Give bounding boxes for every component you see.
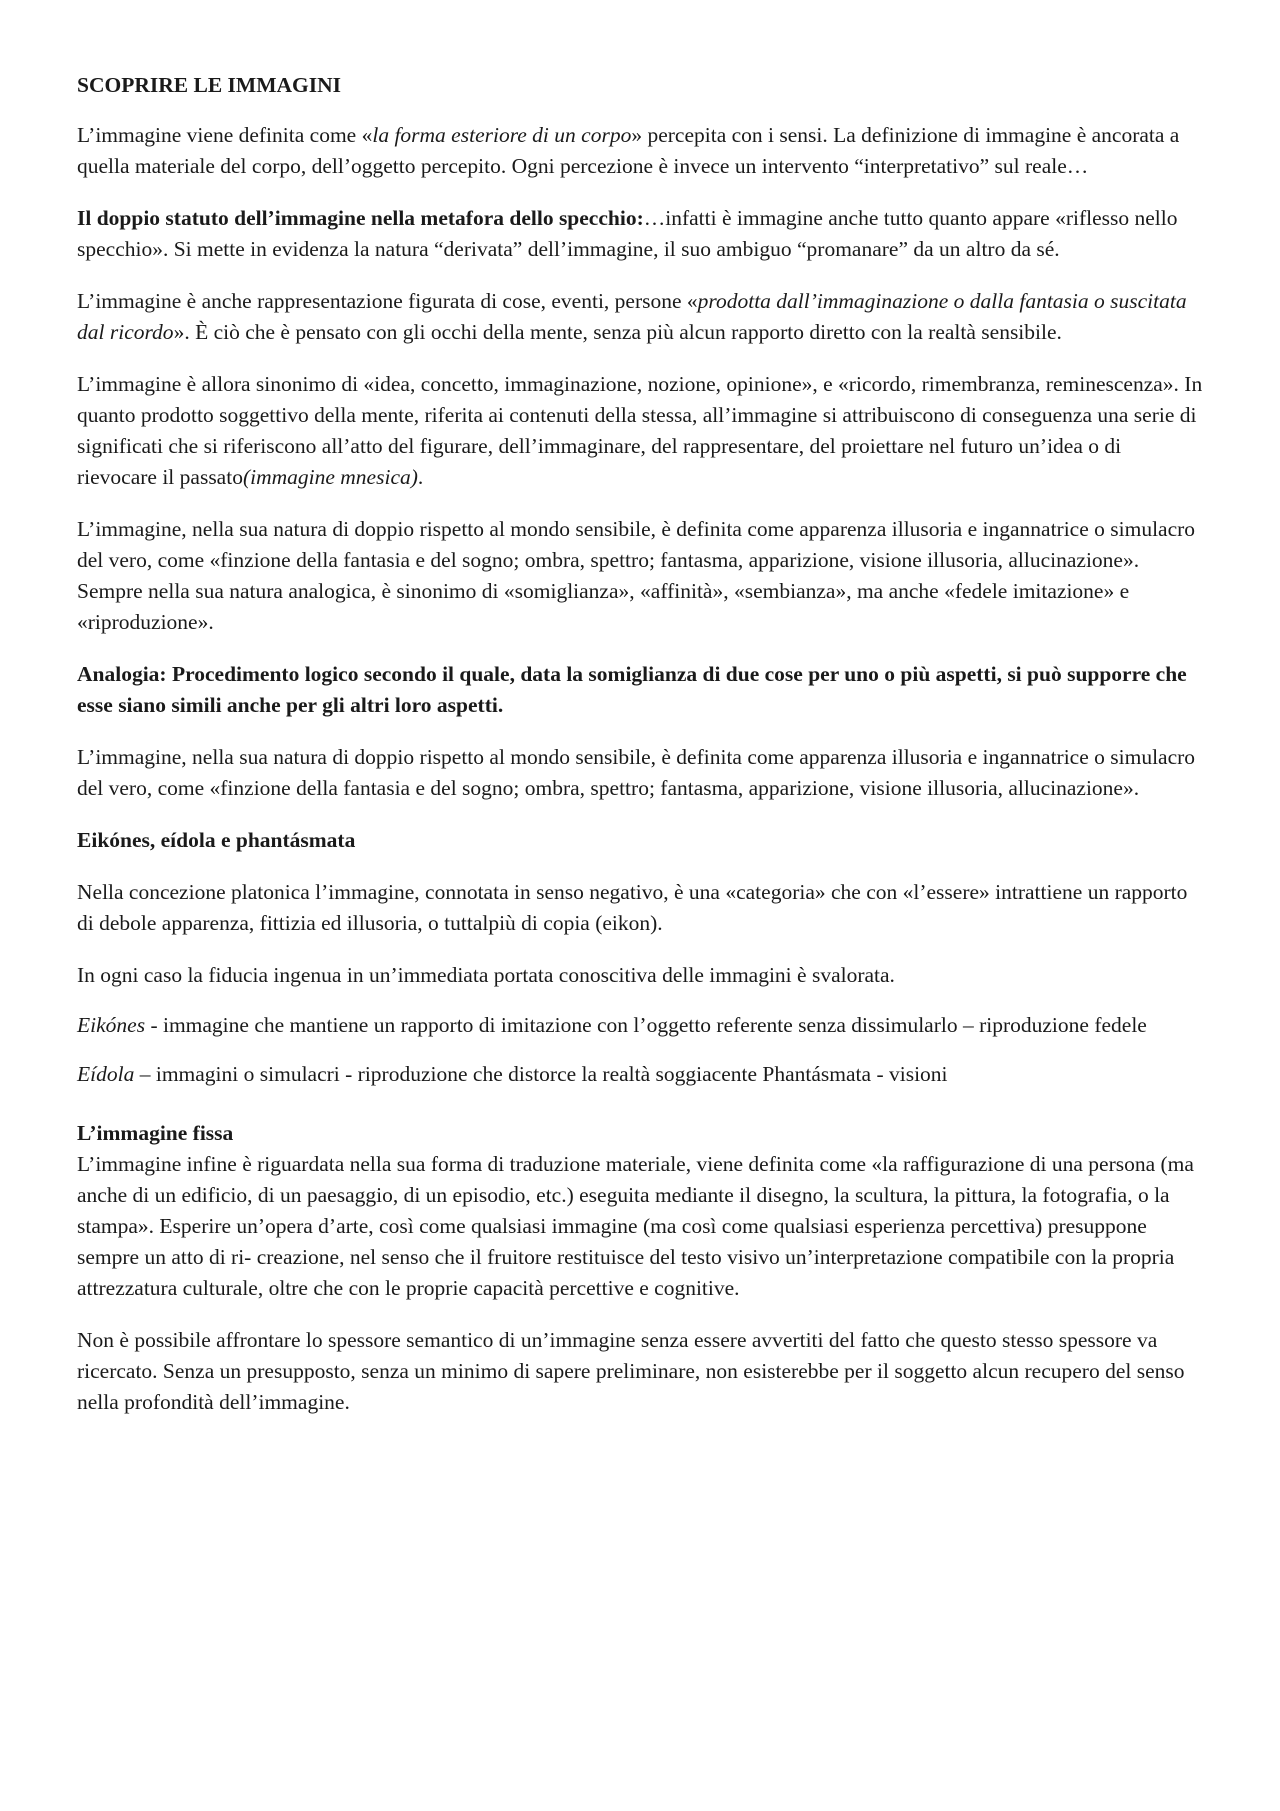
paragraph-eikones — [77, 1012, 1203, 1038]
bold-lead: Il doppio statuto dell’immagine nella metafora dello specchio: — [77, 206, 644, 230]
paragraph-mirror — [77, 203, 1203, 265]
term-eidola: Eídola — [77, 1062, 135, 1086]
paragraph-double-nature-repeat: L’immagine, nella sua natura di doppio rispetto al mondo sensibile, è definita come apparenza illusoria e ingannatrice o simulacro del vero, come «finzione della fantasia e del sogno; ombra, spettro; fantasma, apparizione, visione illusoria, allucinazione». — [77, 745, 1196, 800]
paragraph-double-nature: L’immagine, nella sua natura di doppio rispetto al mondo sensibile, è definita come apparenza illusoria e ingannatrice o simulacro del vero, come «finzione della fantasia e del sogno; ombra, spettro; fantasma, apparizione, visione illusoria, allucinazione». Sempre nella sua natura analogica, è sinonimo di «somiglianza», «affinità», «sembianza», ma anche «fedele imitazione» e «riproduzione». — [77, 517, 1196, 634]
document-page — [77, 70, 1203, 1439]
paragraph-text: - immagine che mantiene un rapporto di imitazione con l’oggetto referente senza dissimularlo – riproduzione fedele — [145, 1013, 1147, 1037]
paragraph-text: L’immagine viene definita come « — [77, 123, 373, 147]
paragraph-text: …infatti è immagine anche tutto quanto appare «riflesso nello specchio». Si mette in evidenza la natura “derivata” dell’immagine, il suo ambiguo “promanare” da un altro da sé. — [77, 206, 1178, 261]
italic-quote: prodotta dall’immaginazione o dalla fantasia o suscitata dal ricordo — [77, 289, 1187, 344]
paragraph-semantic-depth: Non è possibile affrontare lo spessore semantico di un’immagine senza essere avvertiti del fatto che questo stesso spessore va ricercato. Senza un presupposto, senza un minimo di sapere preliminare, non esisterebbe per il soggetto alcun recupero del senso nella profondità dell’immagine. — [77, 1328, 1185, 1414]
italic-quote: la forma esteriore di un corpo — [372, 123, 632, 147]
paragraph-text: » percepita con i sensi. La definizione di immagine è ancorata a quella materiale del corpo, dell’oggetto percepito. Ogni percezione è invece un intervento “interpretativo” sul reale… — [77, 123, 1180, 178]
paragraph-definition — [77, 120, 1203, 182]
italic-note: (immagine mnesica) — [242, 465, 418, 489]
paragraph-text: – immagini o simulacri - riproduzione che distorce la realtà soggiacente Phantásmata - visioni — [134, 1062, 948, 1086]
term-eikones: Eikónes — [77, 1013, 146, 1037]
paragraph-trust: In ogni caso la fiducia ingenua in un’immediata portata conoscitiva delle immagini è svalorata. — [77, 963, 895, 987]
section-heading-fixed-image: L’immagine fissa — [77, 1121, 234, 1145]
paragraph-text: ». È ciò che è pensato con gli occhi della mente, senza più alcun rapporto diretto con la realtà sensibile. — [173, 320, 1062, 344]
paragraph-text: . — [417, 465, 424, 489]
paragraph-synonyms — [77, 369, 1203, 493]
section-heading-eikones: Eikónes, eídola e phantásmata — [77, 828, 356, 852]
paragraph-text: L’immagine è allora sinonimo di «idea, concetto, immaginazione, nozione, opinione», e «ricordo, rimembranza, reminescenza». In quanto prodotto soggettivo della mente, riferita ai contenuti della stessa, all’immagine si attribuiscono di conseguenza una serie di significati che si riferiscono all’atto del figurare, dell’immaginare, del rappresentare, del proiettare nel futuro un’idea o di rievocare il passato — [77, 372, 1203, 489]
paragraph-platonic: Nella concezione platonica l’immagine, connotata in senso negativo, è una «categoria» che con «l’essere» intrattiene un rapporto di debole apparenza, fittizia ed illusoria, o tuttalpiù di copia (eikon). — [77, 880, 1188, 935]
paragraph-analogy-definition: Analogia: Procedimento logico secondo il quale, data la somiglianza di due cose per uno o più aspetti, si può supporre che esse siano simili anche per gli altri loro aspetti. — [77, 662, 1187, 717]
paragraph-fixed-image: L’immagine infine è riguardata nella sua forma di traduzione materiale, viene definita come «la raffigurazione di una persona (ma anche di un edificio, di un paesaggio, di un episodio, etc.) eseguita mediante il disegno, la scultura, la pittura, la fotografia, o la stampa». Esperire un’opera d’arte, così come qualsiasi immagine (ma così come qualsiasi esperienza percettiva) presuppone sempre un atto di ri- creazione, nel senso che il fruitore restituisce del testo visivo un’interpretazione compatibile con la propria attrezzatura culturale, oltre che con le proprie capacità percettive e cognitive. — [77, 1152, 1194, 1300]
paragraph-representation — [77, 286, 1203, 348]
paragraph-eidola — [77, 1059, 1203, 1090]
page-title: SCOPRIRE LE IMMAGINI — [77, 73, 341, 97]
paragraph-text: L’immagine è anche rappresentazione figurata di cose, eventi, persone « — [77, 289, 698, 313]
